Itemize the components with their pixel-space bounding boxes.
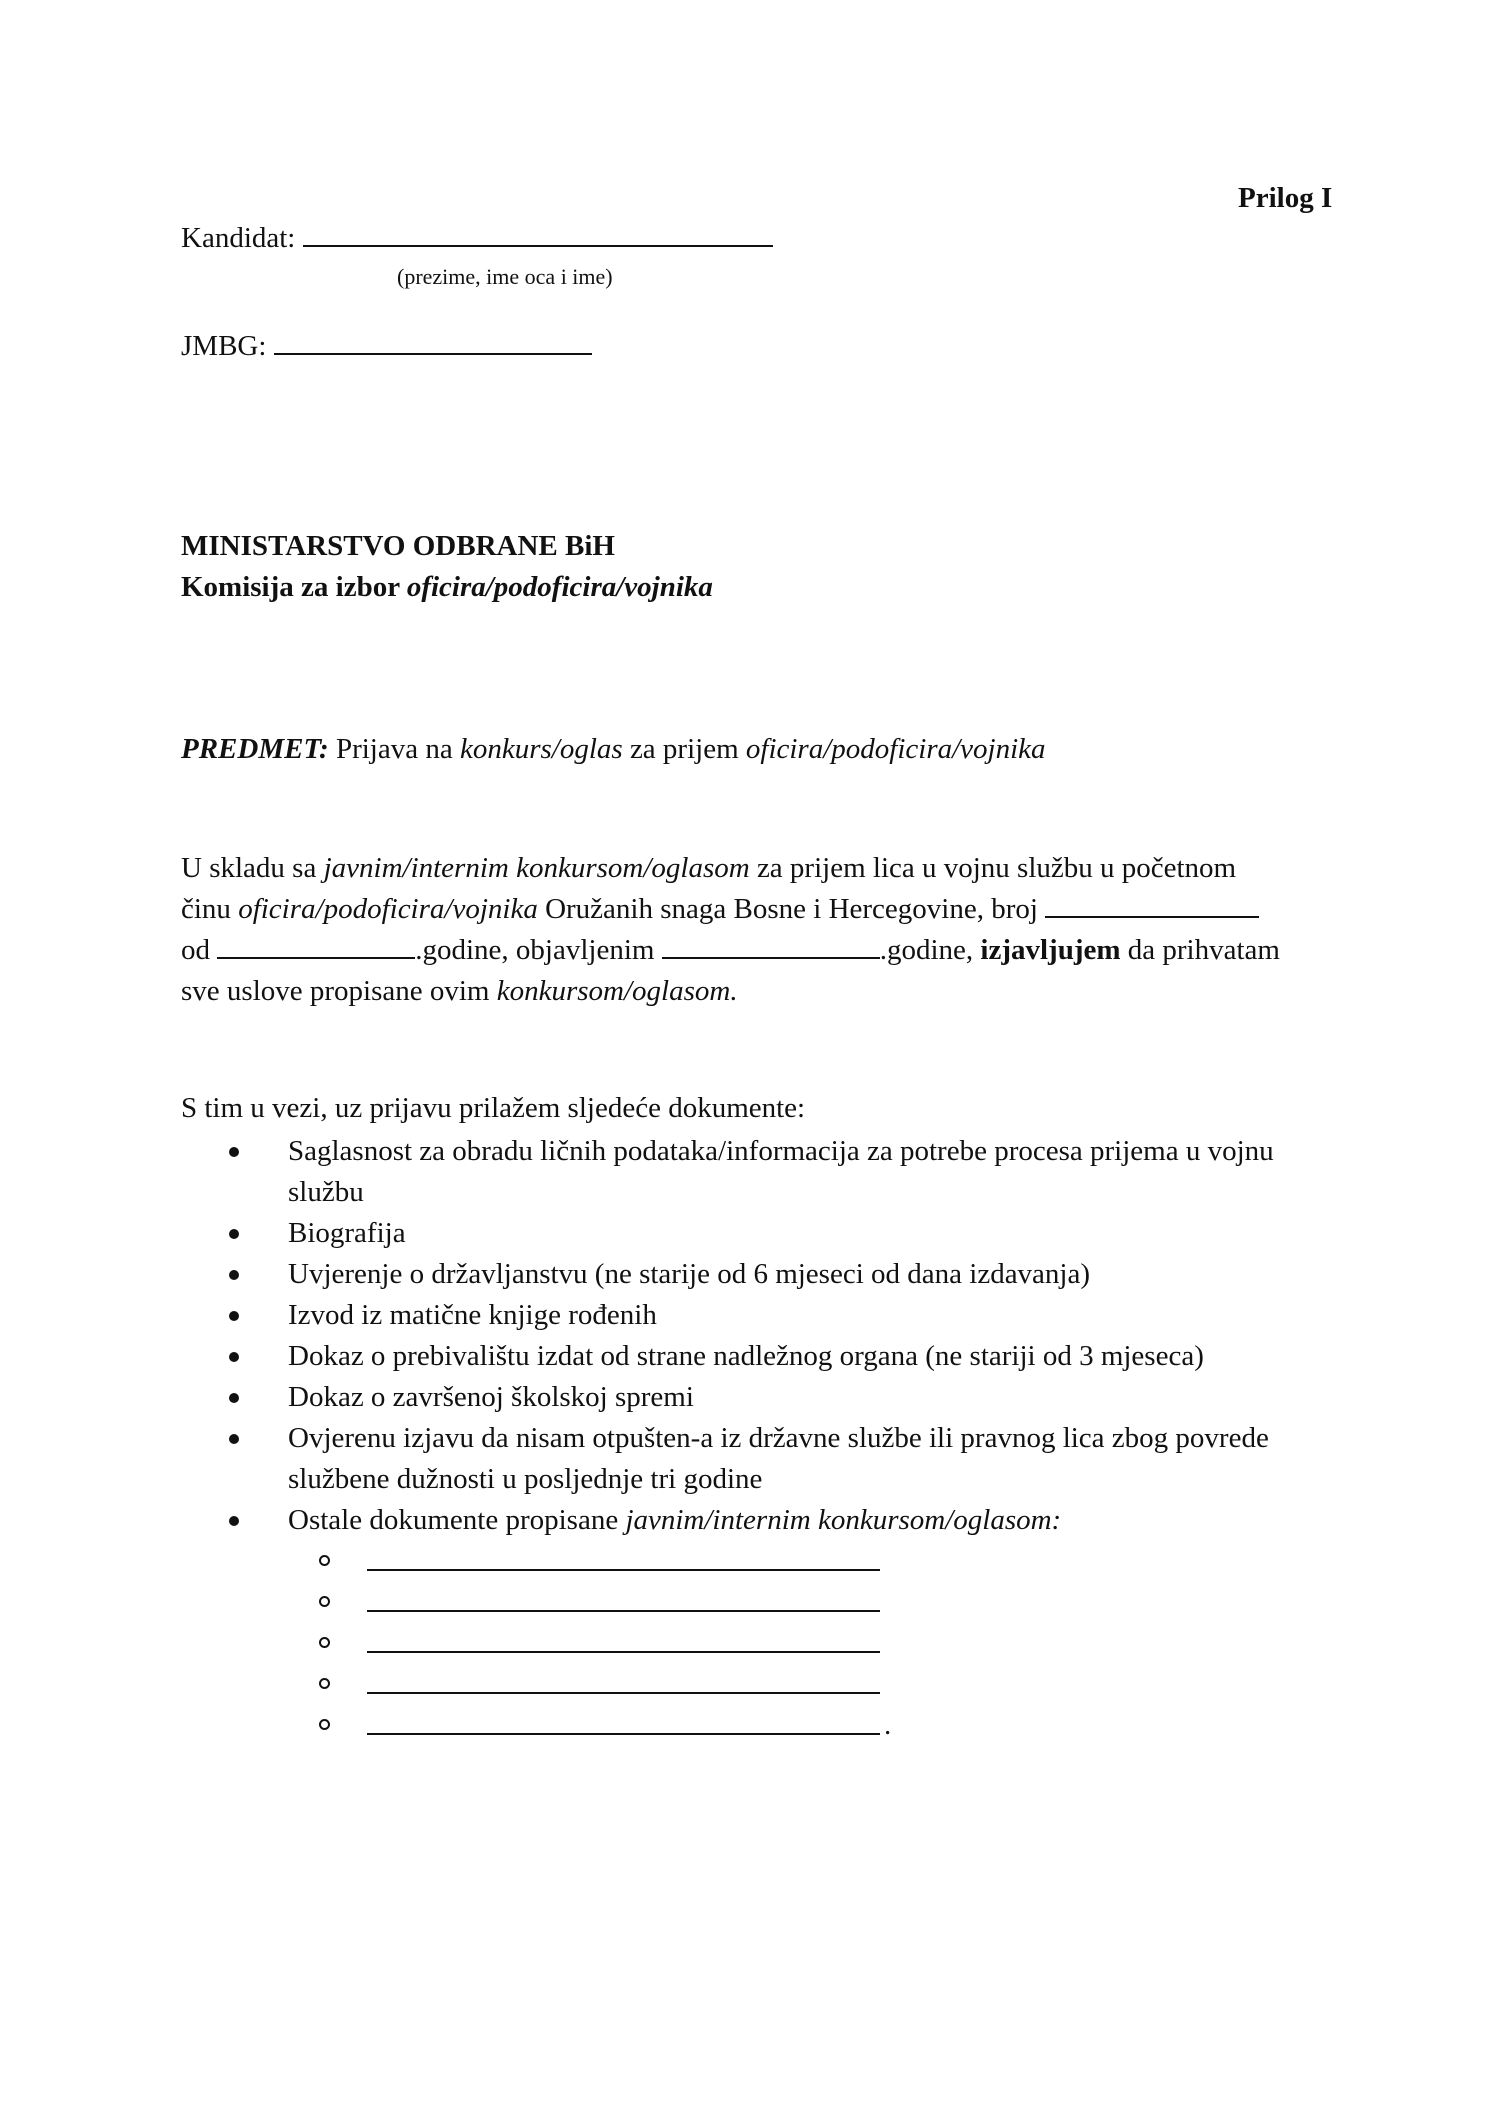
other-document-item: [181, 1664, 1331, 1705]
circle-bullet-icon: [319, 1678, 330, 1689]
paragraph-line: od .godine, objavljenim .godine, izjavljujem da prihvatam: [181, 934, 1280, 966]
bullet-icon: [229, 1393, 239, 1403]
circle-bullet-icon: [319, 1596, 330, 1607]
bullet-icon: [229, 1311, 239, 1321]
circle-bullet-icon: [319, 1719, 330, 1730]
documents-intro: S tim u vezi, uz prijavu prilažem sljedeće dokumente:: [181, 1092, 806, 1124]
bullet-icon: [229, 1434, 239, 1444]
list-item: Saglasnost za obradu ličnih podataka/informacija za potrebe procesa prijema u vojnu službu: [181, 1131, 1331, 1213]
list-item: Ostale dokumente propisane javnim/internim konkursom/oglasom:: [181, 1500, 1331, 1541]
other-document-item: [181, 1705, 1331, 1746]
other-document-item: [181, 1582, 1331, 1623]
documents-section: [181, 1088, 1331, 1746]
other-document-field[interactable]: [367, 1733, 880, 1735]
list-item: Biografija: [181, 1213, 1331, 1254]
other-document-item: [181, 1541, 1331, 1582]
competition-date-field[interactable]: [217, 956, 415, 959]
candidate-hint: (prezime, ime oca i ime): [397, 264, 613, 289]
list-item: Uvjerenje o državljanstvu (ne starije od 6 mjeseci od dana izdavanja): [181, 1254, 1331, 1295]
other-document-field[interactable]: [367, 1651, 880, 1653]
candidate-row: [181, 218, 773, 258]
documents-list: [181, 1131, 1331, 1541]
paragraph-line: U skladu sa javnim/internim konkursom/oglasom za prijem lica u vojnu službu u početnom: [181, 852, 1237, 884]
commission-title: Komisija za izbor oficira/podoficira/vojnika: [181, 571, 713, 603]
declaration-paragraph: [181, 848, 1331, 1012]
other-documents-list: [181, 1541, 1331, 1746]
bullet-icon: [229, 1516, 239, 1526]
circle-bullet-icon: [319, 1555, 330, 1566]
bullet-icon: [229, 1352, 239, 1362]
subject-line: PREDMET: Prijava na konkurs/oglas za prijem oficira/podoficira/vojnika: [181, 733, 1046, 765]
ministry-title: MINISTARSTVO ODBRANE BiH: [181, 530, 615, 562]
list-item: Ovjerenu izjavu da nisam otpušten-a iz državne službe ili pravnog lica zbog povrede službene dužnosti u posljednje tri godine: [181, 1418, 1331, 1500]
bullet-icon: [229, 1147, 239, 1157]
jmbg-label: JMBG:: [181, 330, 267, 362]
bullet-icon: [229, 1270, 239, 1280]
competition-number-field[interactable]: [1045, 915, 1259, 918]
candidate-label: Kandidat:: [181, 222, 296, 254]
list-item: Dokaz o prebivalištu izdat od strane nadležnog organa (ne stariji od 3 mjeseca): [181, 1336, 1331, 1377]
final-period: .: [884, 1709, 892, 1741]
paragraph-line: činu oficira/podoficira/vojnika Oružanih snaga Bosne i Hercegovine, broj: [181, 889, 1331, 930]
subject-label: PREDMET:: [181, 733, 329, 765]
bullet-icon: [229, 1229, 239, 1239]
circle-bullet-icon: [319, 1637, 330, 1648]
other-document-field[interactable]: [367, 1610, 880, 1612]
publication-date-field[interactable]: [662, 956, 880, 959]
paragraph-line: sve uslove propisane ovim konkursom/oglasom.: [181, 975, 738, 1007]
other-document-item: [181, 1623, 1331, 1664]
list-item: Izvod iz matične knjige rođenih: [181, 1295, 1331, 1336]
other-document-field[interactable]: [367, 1692, 880, 1694]
list-item: Dokaz o završenoj školskoj spremi: [181, 1377, 1331, 1418]
jmbg-field[interactable]: [274, 352, 592, 355]
attachment-label: Prilog I: [1238, 182, 1333, 214]
other-document-field[interactable]: [367, 1569, 880, 1571]
jmbg-row: [181, 326, 592, 366]
candidate-name-field[interactable]: [303, 244, 773, 247]
